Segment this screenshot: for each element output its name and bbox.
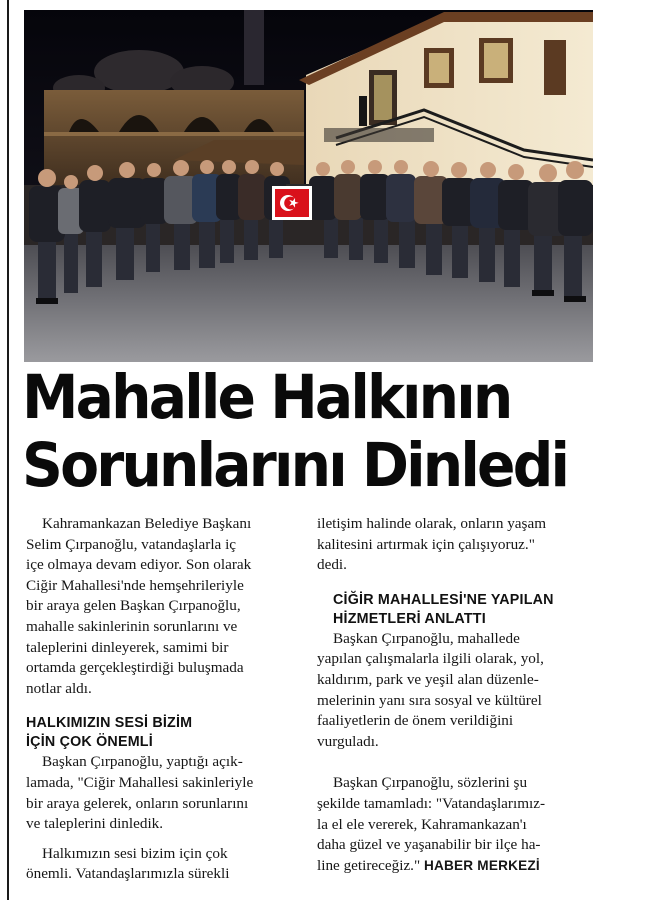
body-line: şekilde tamamladı: "Vatandaşlarımız- [317,794,546,812]
body-line: Halkımızın sesi bizim için çok [42,844,228,862]
body-line: iletişim halinde olarak, onların yaşam [317,515,547,532]
news-photo [24,10,593,362]
article-column-right [317,514,593,876]
byline-signature: HABER MERKEZİ [423,857,540,873]
body-line: Ciğir Mahallesi'nde hemşehrileriyle [26,576,244,594]
headline-line-1: Mahalle Halkının [22,362,511,433]
headline [22,362,568,501]
body-line: vurguladı. [317,732,379,750]
article-column-left [26,514,302,885]
body-line: kalitesini artırmak için çalışıyoruz." [317,535,535,553]
body-line: Kahramankazan Belediye Başkanı [42,515,252,532]
subheading: HİZMETLERİ ANLATTI [333,610,486,627]
body-line: dedi. [317,556,347,574]
body-line: ortamda gerçekleştirdiği buluşmada [26,659,244,677]
body-text: line getireceğiz." [317,856,421,874]
body-line: daha güzel ve yaşanabilir bir ilçe ha- [317,836,541,854]
body-line: taleplerini dinleyerek, samimi bir [26,638,229,656]
body-line: Başkan Çırpanoğlu, mahallede [333,629,520,647]
body-line: la el ele vererek, Kahramankazan'ı [317,815,527,833]
body-line: notlar aldı. [26,679,92,697]
body-line: melerinin yanı sıra sosyal ve kültürel [317,691,542,709]
body-line: lamada, "Ciğir Mahallesi sakinleriyle [26,773,254,791]
headline-line-2: Sorunlarını Dinledi [22,430,568,501]
body-line: ve taleplerini dinledik. [26,815,164,833]
body-line: bir araya gelen Başkan Çırpanoğlu, [26,597,241,615]
subheading: CİĞİR MAHALLESİ'NE YAPILAN [333,591,554,608]
body-line: Selim Çırpanoğlu, vatandaşlarla iç [26,535,237,553]
subheading: HALKIMIZIN SESİ BİZİM [26,715,193,732]
body-line: faaliyetlerin de önem verildiğini [317,712,514,730]
body-line: önemli. Vatandaşlarımızla sürekli [26,865,230,883]
body-line: içe olmaya devam ediyor. Son olarak [26,556,252,574]
body-line [317,856,593,877]
body-line: Başkan Çırpanoğlu, sözlerini şu [333,774,528,792]
body-line: mahalle sakinlerinin sorunlarını ve [26,617,238,635]
column-rule [7,0,9,900]
body-line: Başkan Çırpanoğlu, yaptığı açık- [42,753,243,771]
body-line: yapılan çalışmalarla ilgili olarak, yol, [317,650,544,668]
body-line: bir araya gelerek, onların sorunlarını [26,794,249,812]
body-line: kaldırım, park ve yeşil alan düzenle- [317,670,539,688]
subheading: İÇİN ÇOK ÖNEMLİ [26,734,153,751]
turkish-flag [272,184,312,220]
